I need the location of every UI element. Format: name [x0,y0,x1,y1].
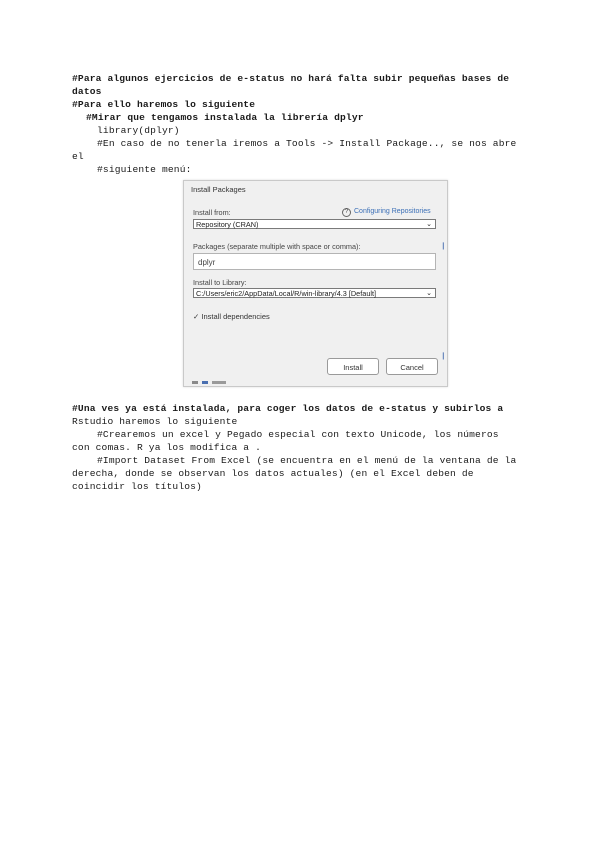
text-line-9: #Una ves ya está instalada, para coger los datos de e-status y subirlos a [72,403,504,414]
chevron-down-icon: ⌄ [426,290,432,297]
install-button[interactable]: Install [327,358,379,375]
text-line-13: #Import Dataset From Excel (se encuentra en el menú de la ventana de la [97,455,517,466]
install-packages-dialog [183,180,448,387]
help-icon: ? [342,208,351,217]
packages-input[interactable]: dplyr [193,253,436,270]
library-select[interactable]: C:/Users/eric2/AppData/Local/R/win-library/4.3 [Default] ⌄ [193,288,436,298]
text-line-3: #Para ello haremos lo siguiente [72,99,256,110]
edge-artifact: ┃ [441,244,445,250]
chevron-down-icon: ⌄ [426,221,432,228]
checkmark-icon: ✓ [193,312,200,321]
dialog-title: Install Packages [191,185,246,194]
text-line-10: Rstudio haremos lo siguiente [72,416,238,427]
edge-artifact: ┃ [441,354,445,360]
text-line-15: coincidir los títulos) [72,481,202,492]
text-line-4: #Mirar que tengamos instalada la librería dplyr [86,112,364,123]
text-line-11: #Crearemos un excel y Pegado especial con texto Unicode, los números [97,429,499,440]
text-line-6: #En caso de no tenerla iremos a Tools -> Install Package.., se nos abre [97,138,517,149]
text-line-5: library(dplyr) [97,125,180,136]
install-from-label: Install from: [193,208,231,217]
toolbar-fragment-icon [192,380,232,384]
packages-label: Packages (separate multiple with space or comma): [193,242,361,251]
configuring-repositories-link[interactable]: ? Configuring Repositories [342,208,431,217]
cancel-button[interactable]: Cancel [386,358,438,375]
text-line-1: #Para algunos ejercicios de e-status no hará falta subir pequeñas bases de [72,73,510,84]
text-line-14: derecha, donde se observan los datos actuales) (en el Excel deben de [72,468,474,479]
install-from-select[interactable]: Repository (CRAN) ⌄ [193,219,436,229]
text-line-12: con comas. R ya los modifica a . [72,442,262,453]
text-line-7: el [72,151,84,162]
library-label: Install to Library: [193,278,247,287]
install-dependencies-checkbox[interactable]: ✓ Install dependencies [193,312,270,321]
text-line-2: datos [72,86,102,97]
text-line-8: #siguiente menú: [97,164,192,175]
